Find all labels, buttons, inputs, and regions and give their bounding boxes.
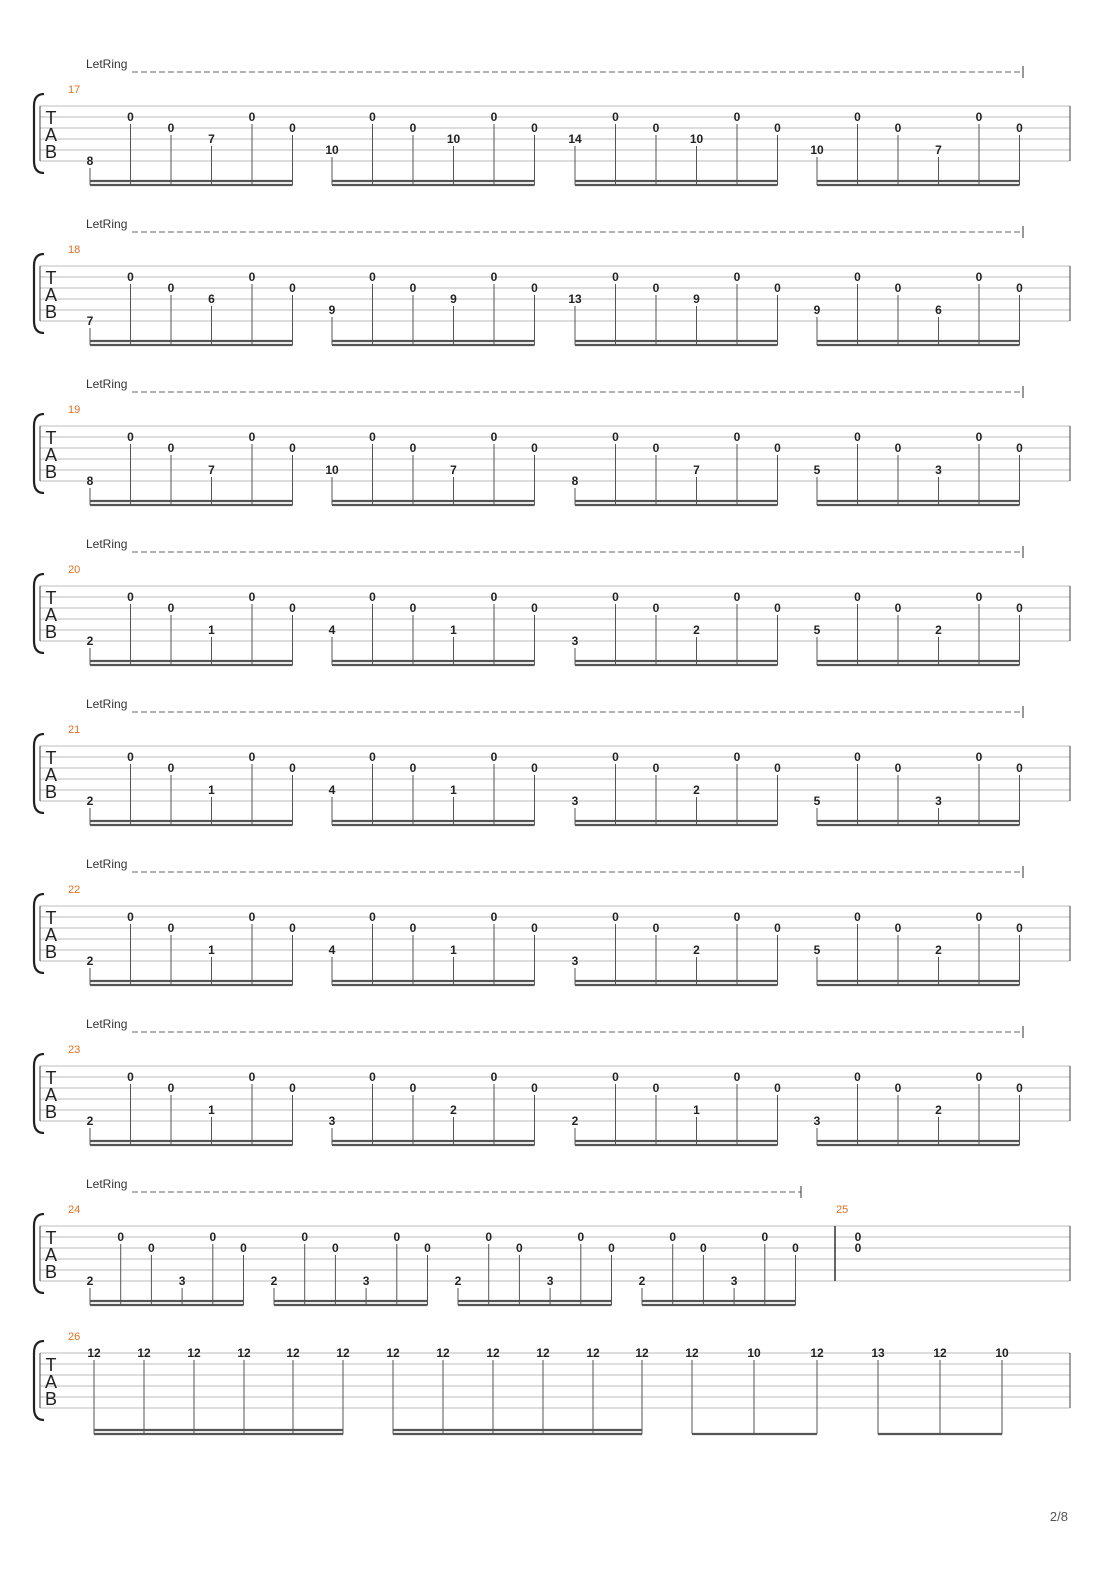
fret-number: 12 (810, 1346, 824, 1360)
fret-number: 2 (270, 1274, 278, 1288)
fret-number: 12 (336, 1346, 350, 1360)
fret-number: 0 (167, 921, 175, 935)
fret-number: 6 (935, 303, 942, 317)
fret-number: 0 (289, 921, 296, 935)
fret-number: 7 (450, 463, 457, 477)
fret-number: 0 (1016, 1081, 1023, 1095)
fret-number: 0 (612, 110, 619, 124)
fret-number: 10 (995, 1346, 1009, 1360)
fret-number: 0 (516, 1241, 523, 1255)
fret-number: 0 (608, 1241, 615, 1255)
fret-number: 0 (669, 1230, 677, 1244)
fret-number: 2 (935, 1103, 942, 1117)
fret-number: 5 (813, 463, 821, 477)
fret-number: 0 (289, 121, 296, 135)
fret-number: 0 (490, 110, 498, 124)
fret-number: 0 (301, 1230, 309, 1244)
fret-number: 0 (761, 1230, 769, 1244)
let-ring-label: LetRing (86, 57, 128, 71)
fret-number: 1 (450, 783, 457, 797)
fret-number: 5 (813, 623, 821, 637)
fret-number: 0 (612, 750, 619, 764)
fret-number: 10 (325, 463, 339, 477)
fret-number: 6 (208, 292, 215, 306)
fret-number: 0 (1016, 921, 1023, 935)
fret-number: 0 (167, 1081, 175, 1095)
fret-number: 0 (167, 761, 175, 775)
fret-number: 0 (894, 281, 902, 295)
fret-number: 0 (733, 1070, 741, 1084)
fret-number: 0 (369, 1070, 376, 1084)
measure-number: 24 (68, 1204, 81, 1216)
fret-number: 0 (612, 910, 619, 924)
fret-number: 0 (652, 441, 660, 455)
fret-number: 8 (86, 474, 94, 488)
tab-system (34, 1331, 1070, 1434)
fret-number: 1 (208, 1103, 215, 1117)
fret-number: 0 (531, 441, 538, 455)
fret-number: 0 (490, 1070, 498, 1084)
tab-system (34, 57, 1070, 185)
fret-number: 0 (854, 1070, 861, 1084)
fret-number: 0 (289, 601, 296, 615)
fret-number: 0 (774, 761, 781, 775)
fret-number: 12 (286, 1346, 300, 1360)
fret-number: 3 (546, 1274, 554, 1288)
tab-letter: A (44, 1245, 58, 1265)
tab-system (34, 377, 1070, 505)
fret-number: 0 (854, 270, 861, 284)
fret-number: 0 (490, 750, 498, 764)
fret-number: 0 (369, 590, 376, 604)
fret-number: 10 (325, 143, 339, 157)
tab-letter: T (45, 588, 57, 608)
fret-number: 2 (86, 954, 94, 968)
fret-number: 2 (86, 1274, 94, 1288)
tab-letter: T (45, 908, 57, 928)
fret-number: 2 (454, 1274, 462, 1288)
fret-number: 0 (409, 761, 417, 775)
tab-letter: B (44, 302, 58, 322)
fret-number: 0 (490, 590, 498, 604)
fret-number: 4 (328, 623, 336, 637)
tab-letter: A (44, 605, 58, 625)
fret-number: 0 (975, 110, 983, 124)
measure-number: 20 (68, 564, 81, 576)
fret-number: 0 (894, 761, 902, 775)
fret-number: 9 (813, 303, 821, 317)
fret-number: 0 (369, 270, 376, 284)
fret-number: 0 (289, 281, 296, 295)
let-ring-label: LetRing (86, 1177, 128, 1191)
fret-number: 9 (328, 303, 336, 317)
fret-number: 2 (693, 943, 700, 957)
fret-number: 0 (409, 921, 417, 935)
fret-number: 0 (854, 750, 861, 764)
fret-number: 0 (409, 441, 417, 455)
let-ring-label: LetRing (86, 377, 128, 391)
fret-number: 0 (733, 430, 741, 444)
fret-number: 9 (450, 292, 457, 306)
tab-letter: A (44, 1372, 58, 1392)
fret-number: 0 (774, 281, 781, 295)
fret-number: 0 (409, 281, 417, 295)
fret-number: 12 (386, 1346, 400, 1360)
measure-number: 19 (68, 404, 81, 416)
fret-number: 0 (733, 910, 741, 924)
fret-number: 0 (248, 430, 256, 444)
fret-number: 12 (635, 1346, 649, 1360)
fret-number: 5 (813, 794, 821, 808)
tab-letter: B (44, 1389, 58, 1409)
fret-number: 8 (86, 154, 94, 168)
tab-letter: B (44, 942, 58, 962)
fret-number: 0 (240, 1241, 247, 1255)
fret-number: 0 (248, 750, 256, 764)
tab-letter: A (44, 925, 58, 945)
tab-letter: A (44, 445, 58, 465)
fret-number: 0 (369, 110, 376, 124)
fret-number: 8 (571, 474, 579, 488)
fret-number: 0 (167, 121, 175, 135)
tab-system (34, 537, 1070, 665)
measure-number: 25 (836, 1204, 849, 1216)
fret-number: 0 (490, 430, 498, 444)
fret-number: 3 (362, 1274, 370, 1288)
fret-number: 0 (1016, 441, 1023, 455)
tab-letter: T (45, 428, 57, 448)
fret-number: 0 (652, 601, 660, 615)
fret-number: 0 (975, 910, 983, 924)
fret-number: 0 (774, 1081, 781, 1095)
fret-number: 3 (571, 954, 579, 968)
fret-number: 7 (935, 143, 942, 157)
fret-number: 0 (894, 601, 902, 615)
fret-number: 0 (1016, 601, 1023, 615)
fret-number: 0 (490, 270, 498, 284)
fret-number: 10 (810, 143, 824, 157)
fret-number: 0 (167, 441, 175, 455)
fret-number: 12 (586, 1346, 600, 1360)
fret-number: 2 (450, 1103, 457, 1117)
fret-number: 0 (612, 430, 619, 444)
fret-number: 1 (450, 943, 457, 957)
fret-number: 0 (369, 910, 376, 924)
fret-number: 0 (490, 910, 498, 924)
fret-number: 0 (854, 110, 861, 124)
fret-number: 0 (975, 270, 983, 284)
fret-number: 0 (733, 750, 741, 764)
let-ring-label: LetRing (86, 537, 128, 551)
fret-number: 3 (571, 794, 579, 808)
tab-letter: T (45, 1355, 57, 1375)
fret-number: 0 (209, 1230, 217, 1244)
fret-number: 2 (571, 1114, 579, 1128)
fret-number: 0 (167, 601, 175, 615)
fret-number: 0 (148, 1241, 155, 1255)
fret-number: 0 (612, 1070, 619, 1084)
fret-number: 1 (208, 943, 215, 957)
fret-number: 2 (86, 794, 94, 808)
fret-number: 4 (328, 783, 336, 797)
fret-number: 0 (369, 750, 376, 764)
fret-number: 10 (747, 1346, 761, 1360)
fret-number: 0 (127, 270, 134, 284)
measure-number: 17 (68, 84, 81, 96)
fret-number: 0 (975, 750, 983, 764)
tab-letter: B (44, 1102, 58, 1122)
fret-number: 0 (248, 590, 256, 604)
fret-number: 0 (733, 110, 741, 124)
fret-number: 2 (86, 1114, 94, 1128)
fret-number: 12 (536, 1346, 550, 1360)
fret-number: 0 (652, 1081, 660, 1095)
tab-system (34, 857, 1070, 985)
fret-number: 7 (86, 314, 94, 328)
fret-number: 3 (178, 1274, 186, 1288)
tab-letter: T (45, 268, 57, 288)
fret-number: 0 (409, 121, 417, 135)
fret-number: 0 (248, 110, 256, 124)
fret-number: 0 (531, 601, 538, 615)
tab-letter: T (45, 748, 57, 768)
fret-number: 0 (774, 121, 781, 135)
fret-number: 7 (693, 463, 700, 477)
fret-number: 0 (127, 910, 134, 924)
fret-number: 0 (167, 281, 175, 295)
fret-number: 0 (894, 441, 902, 455)
fret-number: 0 (774, 441, 781, 455)
fret-number: 0 (393, 1230, 401, 1244)
fret-number: 3 (571, 634, 579, 648)
let-ring-label: LetRing (86, 857, 128, 871)
fret-number: 0 (854, 1230, 862, 1244)
fret-number: 0 (577, 1230, 585, 1244)
fret-number: 10 (446, 132, 461, 146)
fret-number: 12 (237, 1346, 251, 1360)
fret-number: 2 (693, 623, 700, 637)
measure-number: 21 (68, 724, 81, 736)
fret-number: 0 (248, 1070, 256, 1084)
fret-number: 2 (638, 1274, 646, 1288)
fret-number: 0 (531, 761, 538, 775)
fret-number: 12 (137, 1346, 151, 1360)
let-ring-label: LetRing (86, 1017, 128, 1031)
measure-number: 22 (68, 884, 81, 896)
fret-number: 0 (485, 1230, 493, 1244)
fret-number: 0 (424, 1241, 431, 1255)
fret-number: 1 (450, 623, 457, 637)
tab-letter: B (44, 622, 58, 642)
tab-system (34, 1177, 1070, 1305)
fret-number: 0 (248, 270, 256, 284)
tab-system (34, 217, 1070, 345)
fret-number: 0 (854, 590, 861, 604)
fret-number: 0 (774, 601, 781, 615)
fret-number: 9 (693, 292, 700, 306)
fret-number: 0 (127, 750, 134, 764)
fret-number: 0 (612, 590, 619, 604)
fret-number: 0 (289, 1081, 296, 1095)
fret-number: 1 (208, 623, 215, 637)
fret-number: 0 (1016, 281, 1023, 295)
tab-letter: B (44, 1262, 58, 1282)
fret-number: 2 (86, 634, 94, 648)
fret-number: 0 (612, 270, 619, 284)
tab-letter: B (44, 142, 58, 162)
fret-number: 3 (935, 463, 942, 477)
fret-number: 0 (894, 1081, 902, 1095)
fret-number: 0 (531, 281, 538, 295)
tab-letter: B (44, 782, 58, 802)
fret-number: 0 (652, 761, 660, 775)
fret-number: 14 (568, 132, 582, 146)
fret-number: 1 (208, 783, 215, 797)
tab-letter: T (45, 1068, 57, 1088)
fret-number: 0 (652, 121, 660, 135)
fret-number: 0 (127, 430, 134, 444)
fret-number: 0 (975, 1070, 983, 1084)
fret-number: 0 (117, 1230, 125, 1244)
fret-number: 13 (871, 1346, 885, 1360)
fret-number: 0 (332, 1241, 339, 1255)
fret-number: 5 (813, 943, 821, 957)
fret-number: 12 (187, 1346, 201, 1360)
fret-number: 0 (369, 430, 376, 444)
fret-number: 2 (935, 623, 942, 637)
fret-number: 3 (328, 1114, 336, 1128)
fret-number: 12 (87, 1346, 101, 1360)
tab-system (34, 1017, 1070, 1145)
fret-number: 3 (935, 794, 942, 808)
fret-number: 0 (894, 121, 902, 135)
fret-number: 0 (854, 910, 861, 924)
fret-number: 0 (127, 1070, 134, 1084)
fret-number: 0 (531, 121, 538, 135)
fret-number: 0 (652, 921, 660, 935)
fret-number: 0 (409, 1081, 417, 1095)
fret-number: 3 (730, 1274, 738, 1288)
let-ring-label: LetRing (86, 217, 128, 231)
fret-number: 7 (208, 132, 215, 146)
fret-number: 1 (693, 1103, 700, 1117)
tab-letter: T (45, 108, 57, 128)
page-number: 2/8 (1049, 1509, 1068, 1524)
measure-number: 18 (68, 244, 81, 256)
fret-number: 0 (733, 590, 741, 604)
tab-letter: T (45, 1228, 57, 1248)
let-ring-label: LetRing (86, 697, 128, 711)
fret-number: 0 (652, 281, 660, 295)
tab-letter: B (44, 462, 58, 482)
fret-number: 0 (127, 590, 134, 604)
fret-number: 0 (854, 430, 861, 444)
fret-number: 0 (248, 910, 256, 924)
fret-number: 0 (774, 921, 781, 935)
fret-number: 0 (975, 430, 983, 444)
fret-number: 12 (685, 1346, 699, 1360)
fret-number: 3 (813, 1114, 821, 1128)
fret-number: 0 (127, 110, 134, 124)
tab-letter: A (44, 125, 58, 145)
fret-number: 0 (1016, 761, 1023, 775)
fret-number: 12 (436, 1346, 450, 1360)
fret-number: 0 (1016, 121, 1023, 135)
tab-system (34, 697, 1070, 825)
fret-number: 0 (792, 1241, 799, 1255)
fret-number: 0 (733, 270, 741, 284)
fret-number: 7 (208, 463, 215, 477)
fret-number: 2 (935, 943, 942, 957)
fret-number: 0 (531, 1081, 538, 1095)
measure-number: 23 (68, 1044, 81, 1056)
fret-number: 0 (409, 601, 417, 615)
fret-number: 0 (700, 1241, 707, 1255)
fret-number: 0 (854, 1241, 862, 1255)
fret-number: 13 (568, 292, 582, 306)
measure-number: 26 (68, 1331, 81, 1343)
fret-number: 0 (894, 921, 902, 935)
tab-letter: A (44, 1085, 58, 1105)
tab-letter: A (44, 285, 58, 305)
fret-number: 0 (975, 590, 983, 604)
fret-number: 0 (289, 761, 296, 775)
fret-number: 12 (933, 1346, 947, 1360)
fret-number: 0 (289, 441, 296, 455)
fret-number: 2 (693, 783, 700, 797)
fret-number: 12 (486, 1346, 500, 1360)
fret-number: 0 (531, 921, 538, 935)
tab-letter: A (44, 765, 58, 785)
fret-number: 10 (689, 132, 704, 146)
fret-number: 4 (328, 943, 336, 957)
